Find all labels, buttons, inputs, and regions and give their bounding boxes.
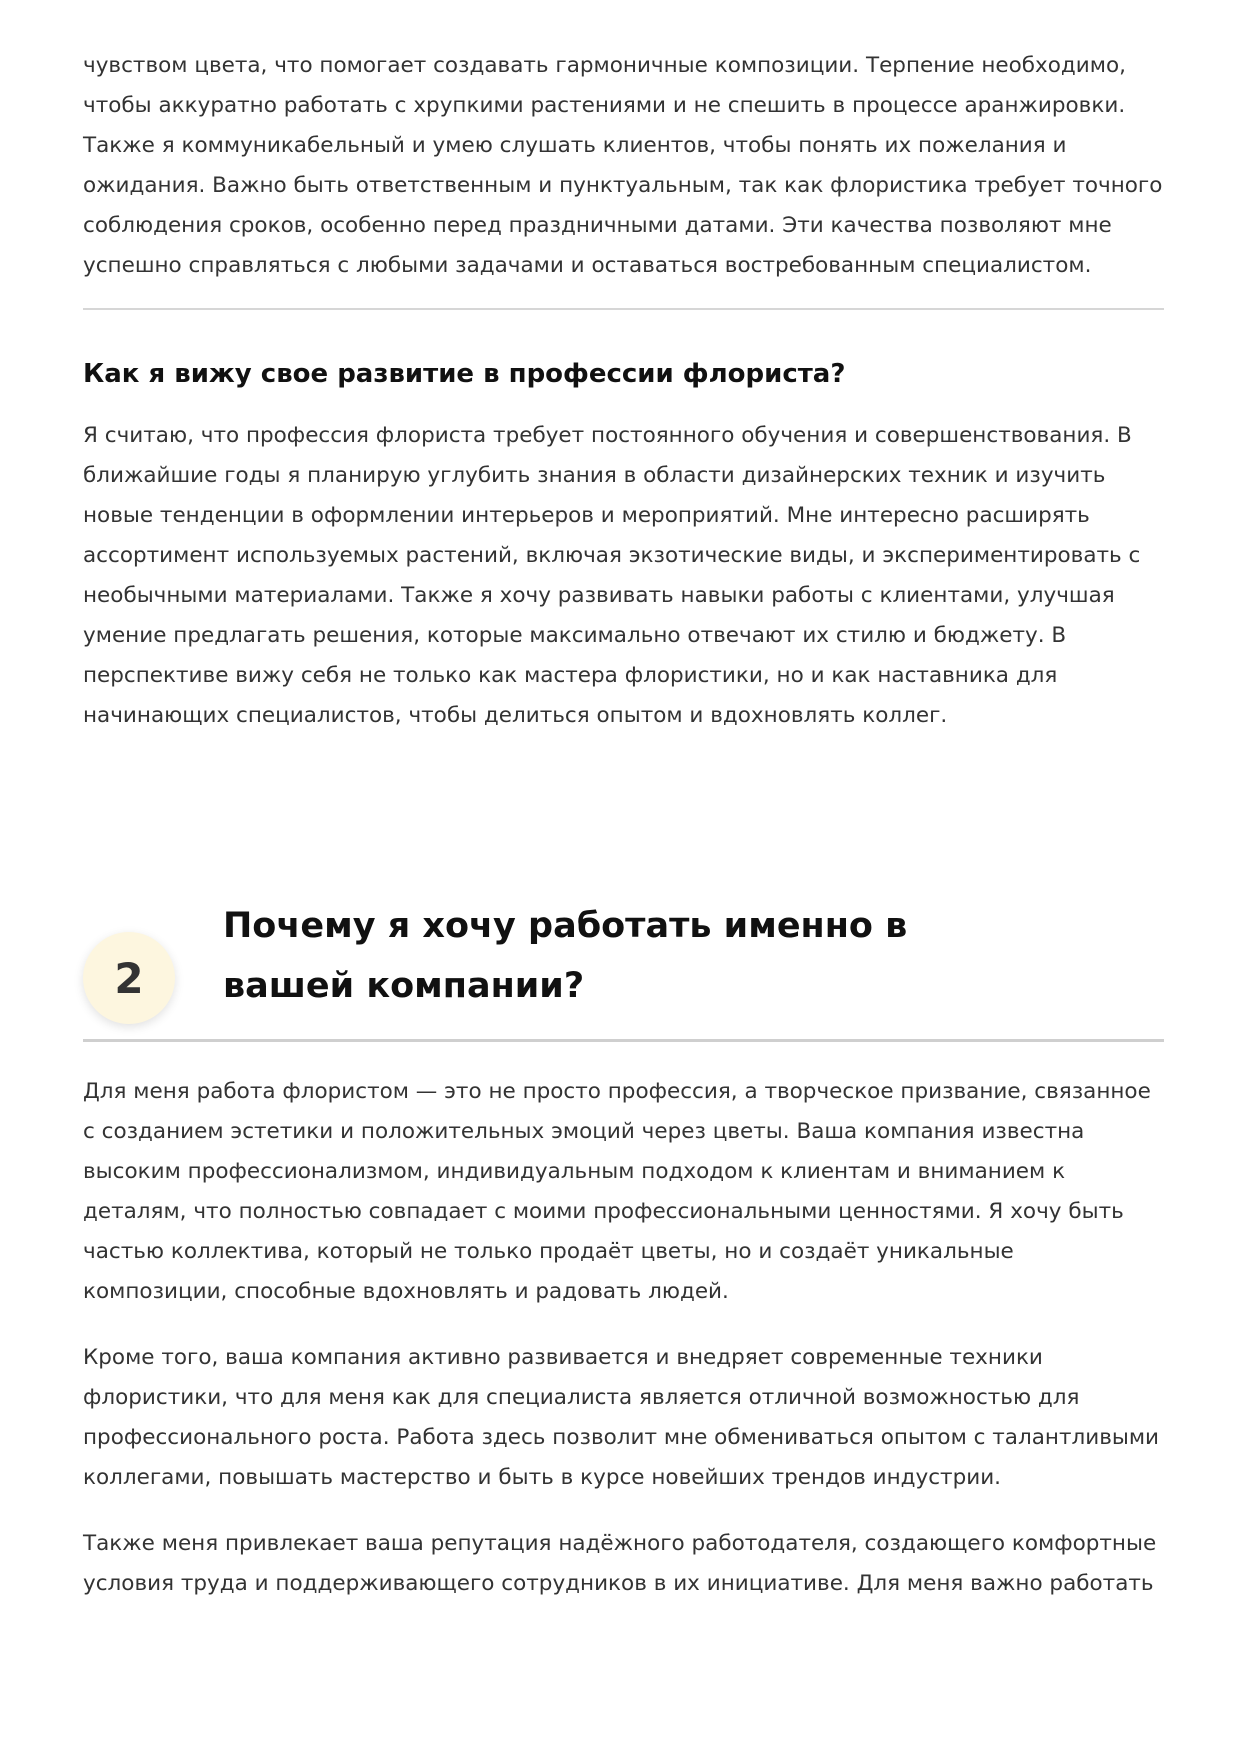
subsection-heading: Как я вижу свое развитие в профессии флориста? — [83, 359, 846, 389]
document-content — [83, 46, 1164, 1604]
section-paragraph: Кроме того, ваша компания активно развивается и внедряет современные техники флористики, что для меня как для специалиста является отличной возможностью для профессионального роста. Работа здесь позволит мне обмениваться опытом с талантливыми коллегами, повышать мастерство и быть в курсе новейших трендов индустрии. — [83, 1345, 1160, 1490]
section-paragraph: Для меня работа флористом — это не просто профессия, а творческое призвание, связанное с созданием эстетики и положительных эмоций через цветы. Ваша компания известна высоким профессионализмом, индивидуальным подходом к клиентам и вниманием к деталям, что полностью совпадает с моими профессиональными ценностями. Я хочу быть частью коллектива, который не только продаёт цветы, но и создаёт уникальные композиции, способные вдохновлять и радовать людей. — [83, 1079, 1151, 1304]
section-title: Почему я хочу работать именно в вашей компании? — [223, 906, 908, 1006]
intro-paragraph: чувством цвета, что помогает создавать гармоничные композиции. Терпение необходимо, чтобы аккуратно работать с хрупкими растениями и не спешить в процессе аранжировки. Также я коммуникабельный и умею слушать клиентов, чтобы понять их пожелания и ожидания. Важно быть ответственным и пунктуальным, так как флористика требует точного соблюдения сроков, особенно перед праздничными датами. Эти качества позволяют мне успешно справляться с любыми задачами и оставаться востребованным специалистом. — [83, 53, 1163, 278]
section-header — [83, 896, 1164, 1021]
section-number-badge: 2 — [83, 932, 175, 1024]
divider — [83, 308, 1164, 310]
section-divider — [83, 1039, 1164, 1042]
section-paragraph: Также меня привлекает ваша репутация надёжного работодателя, создающего комфортные условия труда и поддерживающего сотрудников в их инициативе. Для меня важно работать — [83, 1531, 1157, 1596]
subsection-paragraph: Я считаю, что профессия флориста требует постоянного обучения и совершенствования. В ближайшие годы я планирую углубить знания в области дизайнерских техник и изучить новые тенденции в оформлении интерьеров и мероприятий. Мне интересно расширять ассортимент используемых растений, включая экзотические виды, и экспериментировать с необычными материалами. Также я хочу развивать навыки работы с клиентами, улучшая умение предлагать решения, которые максимально отвечают их стилю и бюджету. В перспективе вижу себя не только как мастера флористики, но и как наставника для начинающих специалистов, чтобы делиться опытом и вдохновлять коллег. — [83, 423, 1141, 728]
